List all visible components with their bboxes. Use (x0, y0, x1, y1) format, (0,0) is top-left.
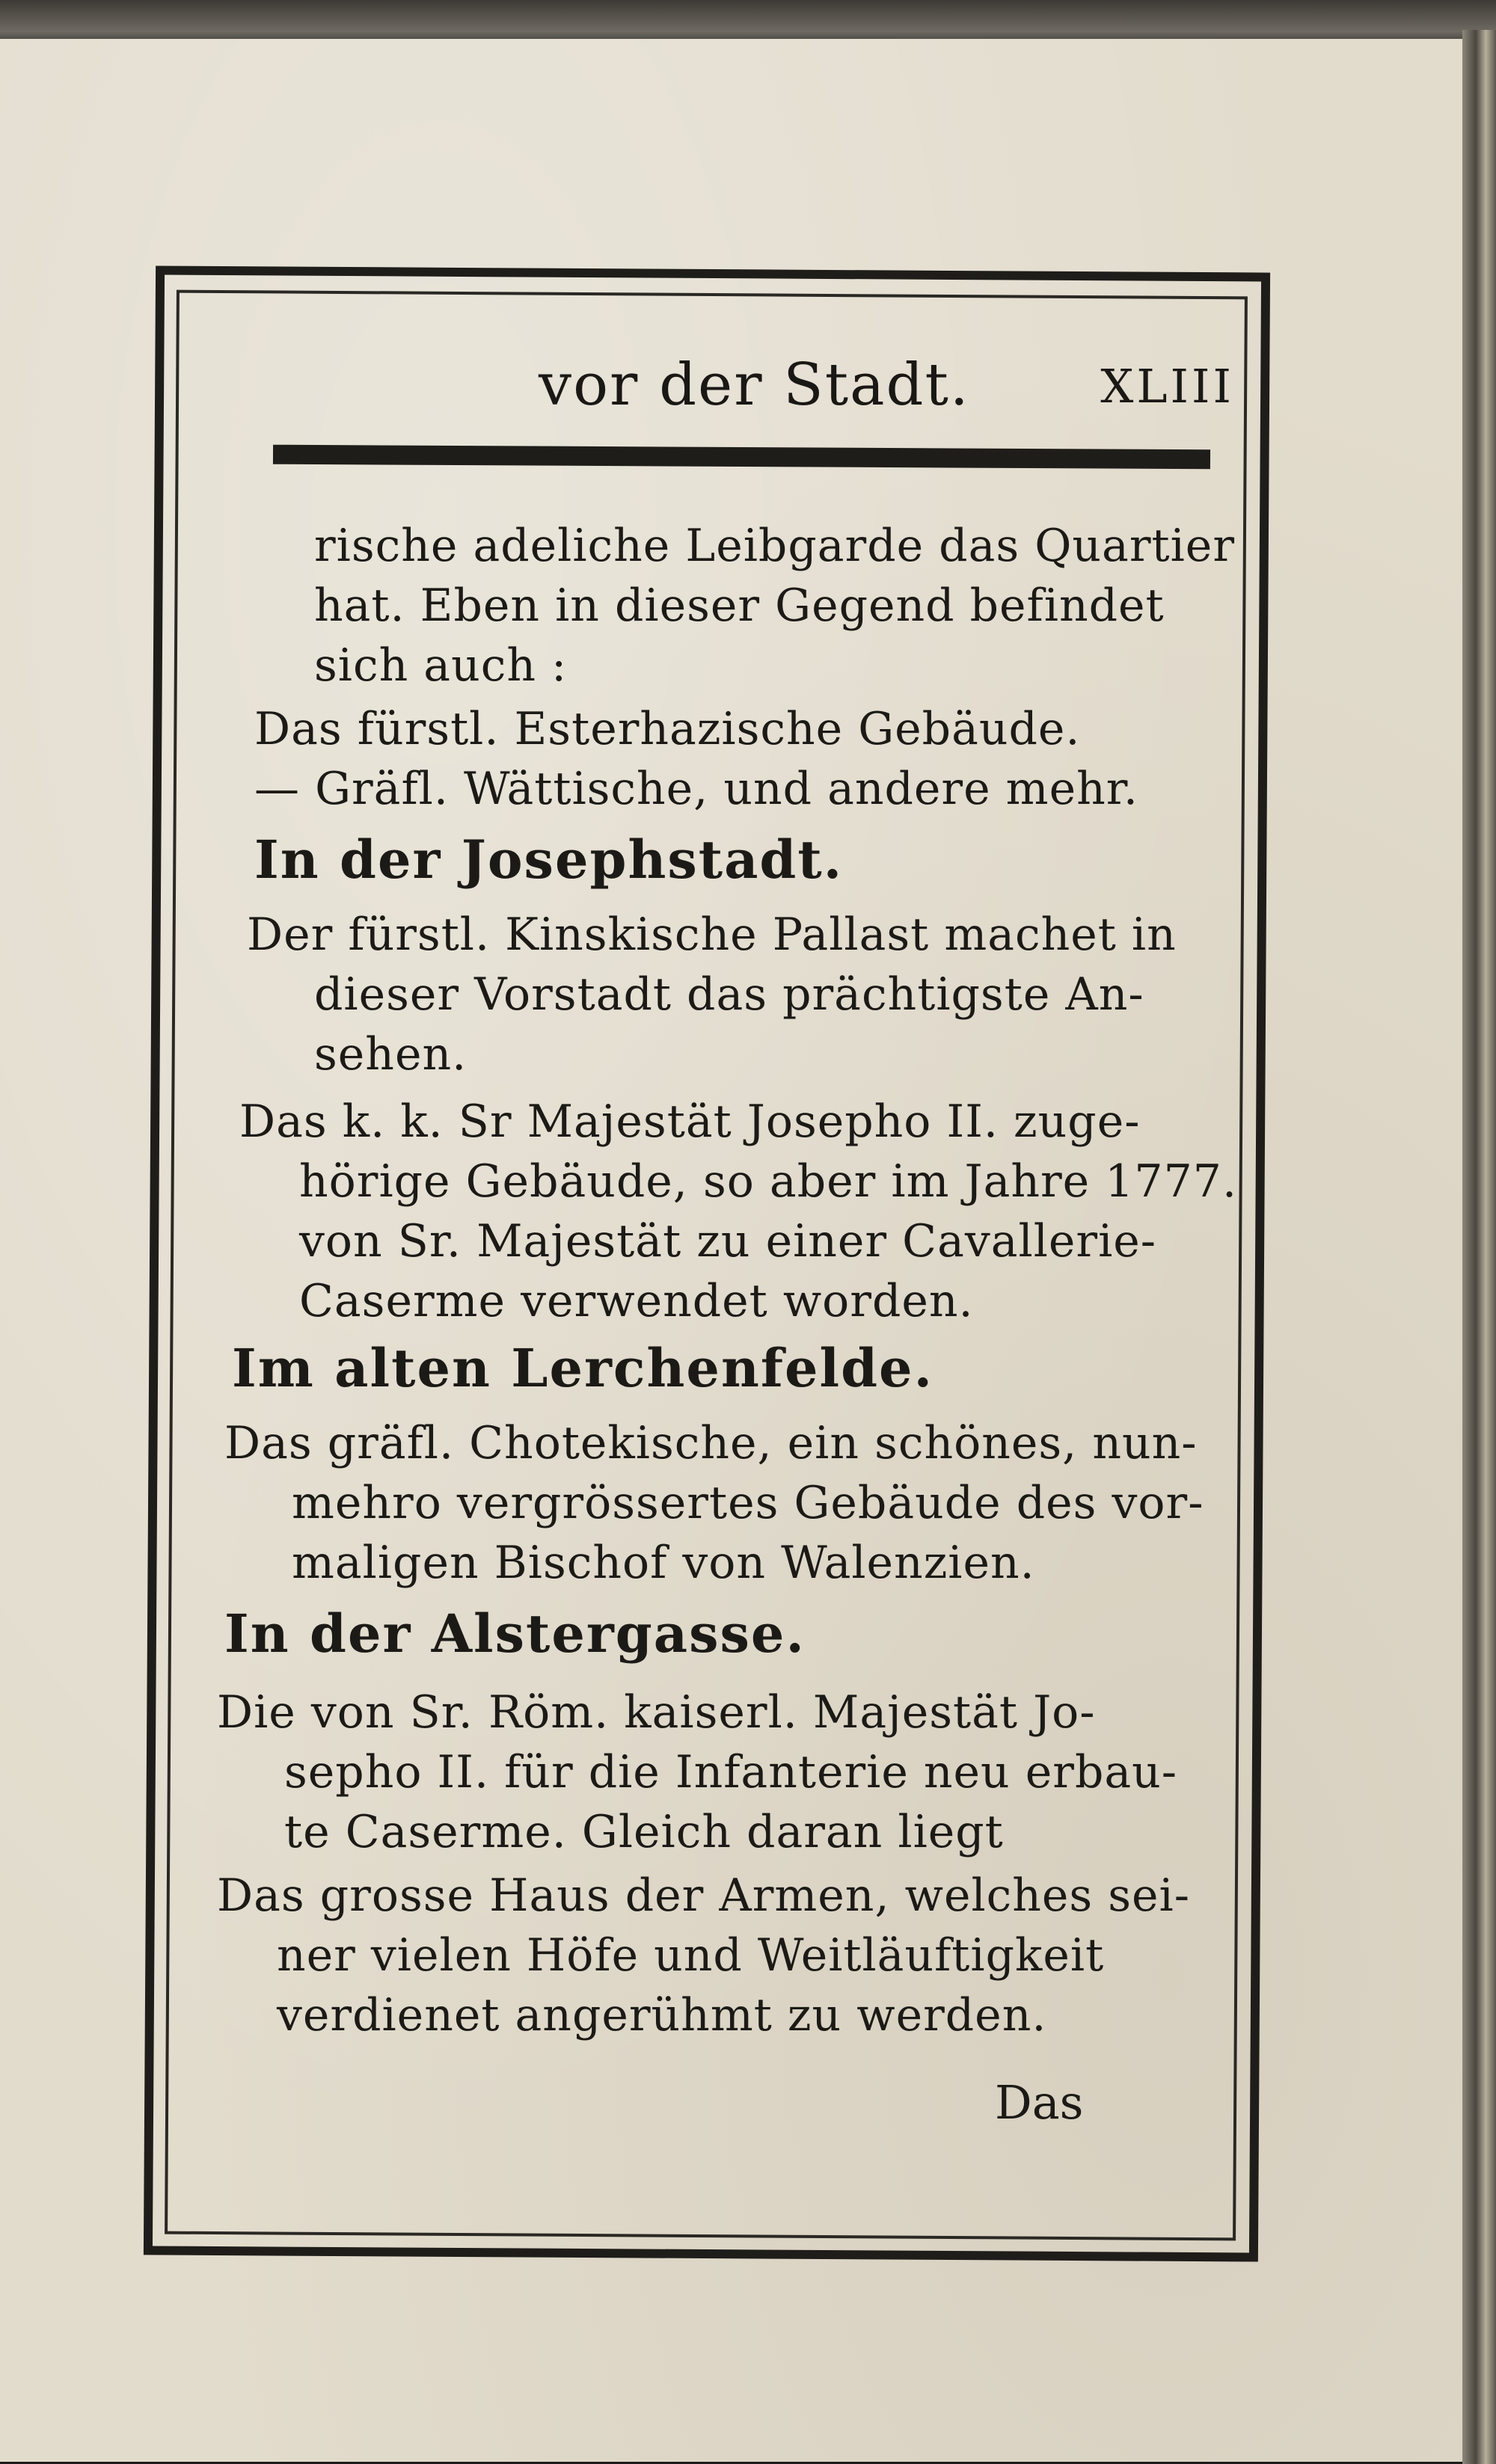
text-line: rische adeliche Leibgarde das Quartier (314, 520, 1235, 572)
text-line: — Gräfl. Wättische, und andere mehr. (254, 763, 1138, 815)
running-head (269, 351, 1234, 434)
text-line: maligen Bischof von Walenzien. (292, 1537, 1035, 1589)
text-line: Caserme verwendet worden. (299, 1275, 974, 1327)
book-page-edge (1462, 30, 1496, 2464)
text-line: hörige Gebäude, so aber im Jahre 1777. (299, 1155, 1238, 1208)
page-text (217, 501, 1238, 2206)
section-heading: In der Alstergasse. (224, 1603, 806, 1665)
text-line: ner vielen Höfe und Weitläuftigkeit (277, 1929, 1105, 1982)
text-line: Das grosse Haus der Armen, welches sei- (217, 1869, 1191, 1922)
text-line: dieser Vorstadt das prächtigste An- (314, 968, 1144, 1021)
text-line: Das fürstl. Esterhazische Gebäude. (254, 703, 1081, 755)
text-line: von Sr. Majestät zu einer Cavallerie- (299, 1215, 1157, 1268)
text-line: verdienet angerühmt zu werden. (277, 1989, 1047, 2041)
text-line: sich auch : (314, 639, 568, 692)
catchword: Das (995, 2075, 1084, 2130)
section-heading: Im alten Lerchenfelde. (232, 1337, 934, 1399)
text-line: Das gräfl. Chotekische, ein schönes, nun- (224, 1417, 1198, 1469)
page-number: XLIII (1100, 359, 1234, 414)
running-head-title: vor der Stadt. (539, 351, 970, 419)
section-heading: In der Josephstadt. (254, 829, 844, 891)
text-line: hat. Eben in dieser Gegend befindet (314, 580, 1165, 632)
text-line: sepho II. für die Infanterie neu erbau- (284, 1746, 1178, 1798)
text-line: Die von Sr. Röm. kaiserl. Majestät Jo- (217, 1686, 1096, 1739)
text-line: te Caserme. Gleich daran liegt (284, 1806, 1004, 1858)
text-line: sehen. (314, 1028, 468, 1081)
text-line: Der fürstl. Kinskische Pallast machet in (247, 909, 1177, 961)
text-line: Das k. k. Sr Majestät Josepho II. zuge- (239, 1096, 1141, 1148)
text-line: mehro vergrössertes Gebäude des vor- (292, 1477, 1204, 1529)
